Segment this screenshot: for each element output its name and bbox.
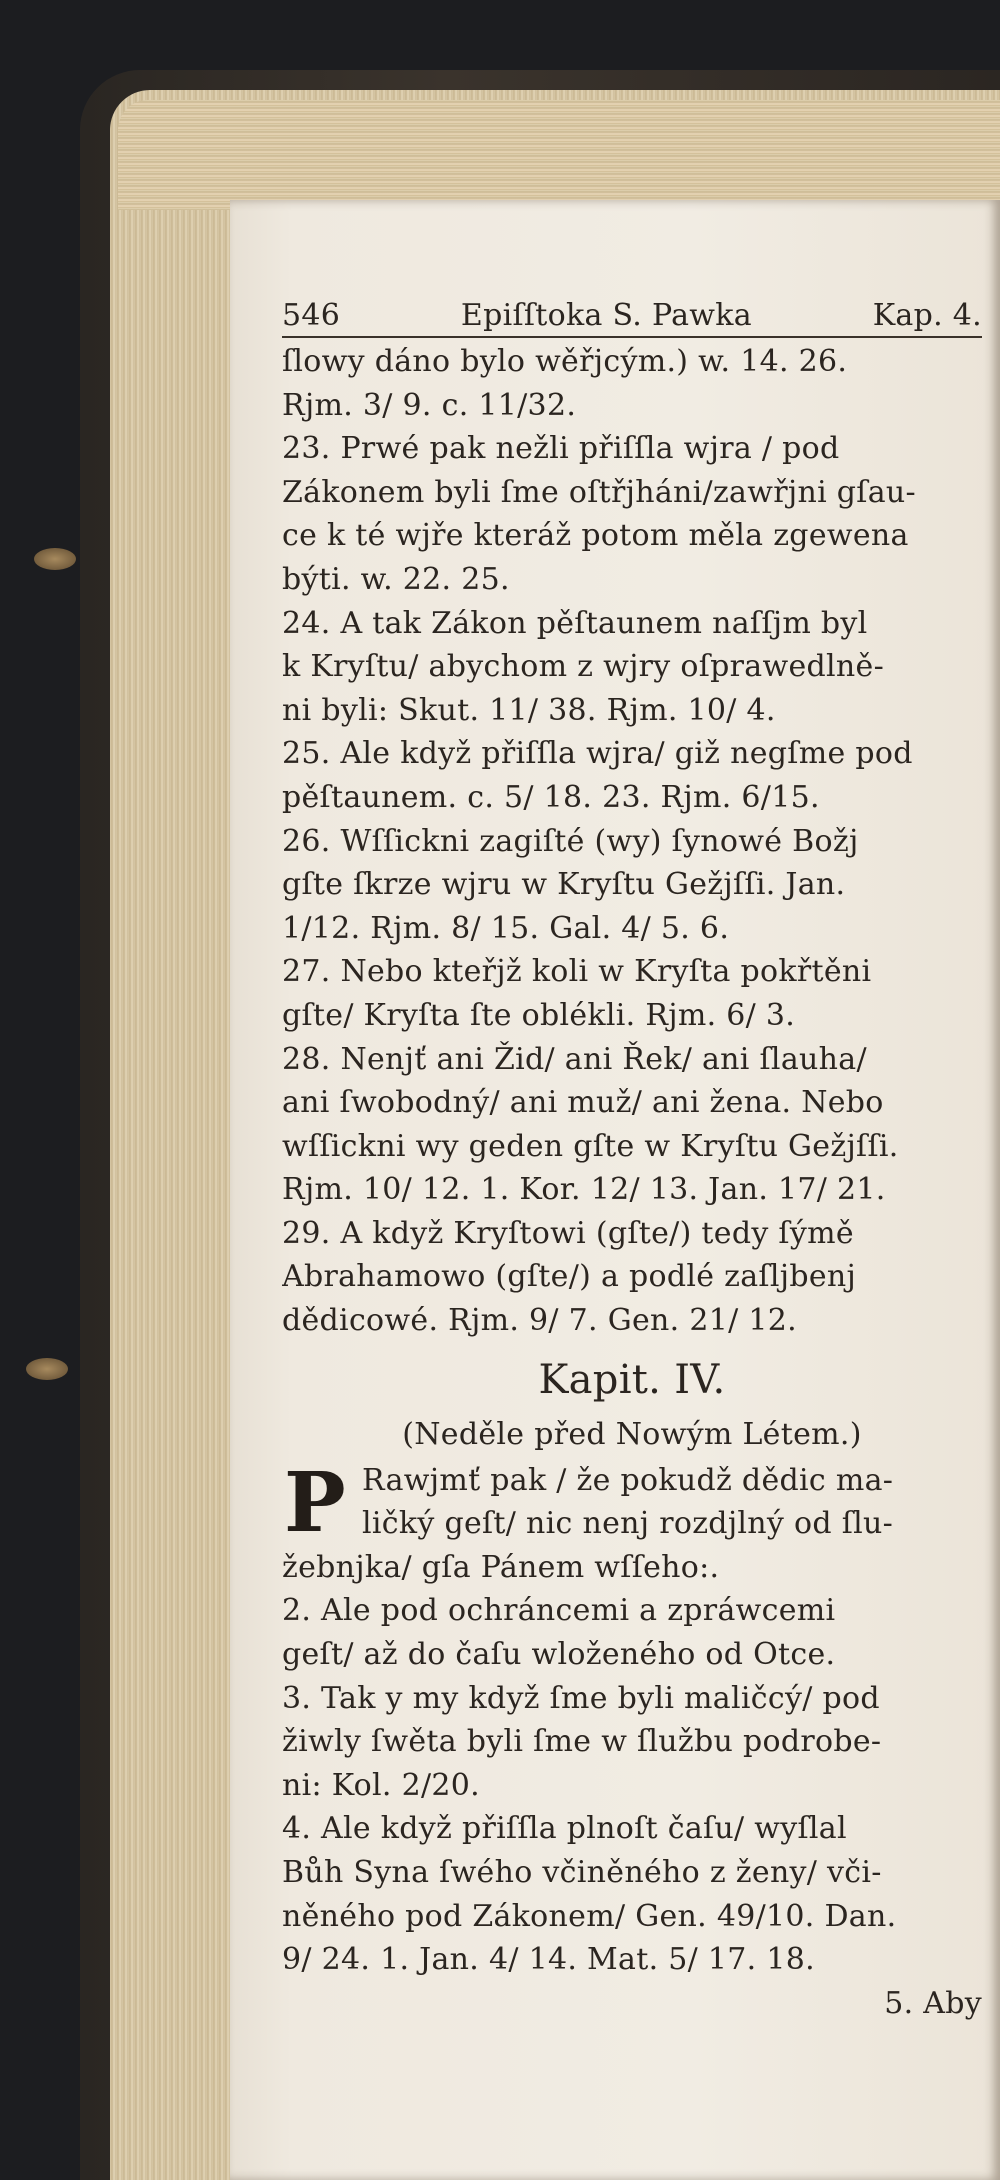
text-line: Bůh Syna ſwého včiněného z ženy/ vči- <box>282 1855 882 1890</box>
text-line: žiwly ſwěta byli ſme w ſlužbu podrobe- <box>282 1724 882 1760</box>
text-line: dědicowé. Rjm. 9/ 7. Gen. 21/ 12. <box>282 1303 797 1339</box>
text-line: gſte/ Kryſta ſte oblékli. Rjm. 6/ 3. <box>282 997 796 1033</box>
text-line: 3. Tak y my když ſme byli maličcý/ pod <box>282 1680 880 1716</box>
text-line: 2. Ale pod ochráncemi a zpráwcemi <box>282 1593 836 1629</box>
chapter-title: Kapit. IV. <box>538 1356 726 1403</box>
text-line: ani ſwobodný/ ani muž/ ani žena. Nebo <box>282 1085 884 1121</box>
text-line: 4. Ale když přiſſla plnoſt čaſu/ wyſlal <box>282 1811 847 1847</box>
text-line: 26. Wſſickni zagiſté (wy) ſynowé Božj <box>282 823 859 859</box>
page-block-top <box>118 100 1000 210</box>
text-line: Rawjmť pak / že pokudž dědic ma- <box>362 1462 894 1498</box>
text-line: Zákonem byli ſme oſtřjháni/zawřjni gſau- <box>282 474 916 510</box>
text-line: ličký geſt/ nic nenj rozdjlný od ſlu- <box>362 1506 894 1542</box>
section-heading: (Neděle před Nowým Létem.) <box>402 1416 862 1452</box>
text-line: pěſtaunem. c. 5/ 18. 23. Rjm. 6/15. <box>282 779 820 815</box>
text-line: wſſickni wy geden gſte w Kryſtu Gežjſſi. <box>282 1128 899 1164</box>
text-line: 27. Nebo kteřjž koli w Kryſta pokřtěni <box>282 954 872 990</box>
text-line: žebnjka/ gſa Pánem wſſeho:. <box>282 1549 720 1585</box>
running-title: Epiſſtoka S. Pawka <box>460 298 752 333</box>
text-line: Rjm. 3/ 9. c. 11/32. <box>282 387 577 423</box>
text-line: 25. Ale když přiſſla wjra/ giž negſme pod <box>282 736 913 772</box>
text-line: Abrahamowo (gſte/) a podlé zaſljbenj <box>282 1259 857 1295</box>
chapter-text <box>282 1454 982 1982</box>
clasp-upper <box>34 548 76 570</box>
drop-cap: P <box>284 1454 346 1551</box>
verse-block <box>282 340 982 1343</box>
text-line: 28. Nenjť ani Žid/ ani Řek/ ani ſlauha/ <box>282 1041 867 1077</box>
text-line: ni: Kol. 2/20. <box>282 1767 480 1803</box>
text-line: gſte ſkrze wjru w Kryſtu Gežjſſi. Jan. <box>282 867 846 903</box>
page-number: 546 <box>282 298 341 333</box>
catchword: 5. Aby <box>884 1985 982 2021</box>
text-line: 1/12. Rjm. 8/ 15. Gal. 4/ 5. 6. <box>282 910 730 946</box>
text-line: ſlowy dáno bylo wěřjcým.) w. 14. 26. <box>282 344 848 379</box>
text-line: ce k té wjře kteráž potom měla zgewena <box>282 518 909 554</box>
page-header <box>282 294 982 338</box>
text-line: býti. w. 22. 25. <box>282 561 510 597</box>
text-line: ni byli: Skut. 11/ 38. Rjm. 10/ 4. <box>282 692 776 728</box>
text-line: 24. A tak Zákon pěſtaunem naſſjm byl <box>282 605 868 641</box>
text-line: Rjm. 10/ 12. 1. Kor. 12/ 13. Jan. 17/ 21. <box>282 1172 886 1208</box>
text-line: k Kryſtu/ abychom z wjry oſprawedlně- <box>282 649 885 685</box>
text-line: 9/ 24. 1. Jan. 4/ 14. Mat. 5/ 17. 18. <box>282 1942 815 1978</box>
text-line: 23. Prwé pak nežli přiſſla wjra / pod <box>282 431 840 467</box>
page-text <box>282 294 982 2025</box>
text-line: geſt/ až do čaſu wloženého od Otce. <box>282 1637 836 1673</box>
text-line: 29. A když Kryſtowi (gſte/) tedy ſýmě <box>282 1215 854 1251</box>
chapter-reference: Kap. 4. <box>872 298 982 333</box>
clasp-lower <box>26 1358 68 1380</box>
text-line: něného pod Zákonem/ Gen. 49/10. Dan. <box>282 1898 897 1934</box>
